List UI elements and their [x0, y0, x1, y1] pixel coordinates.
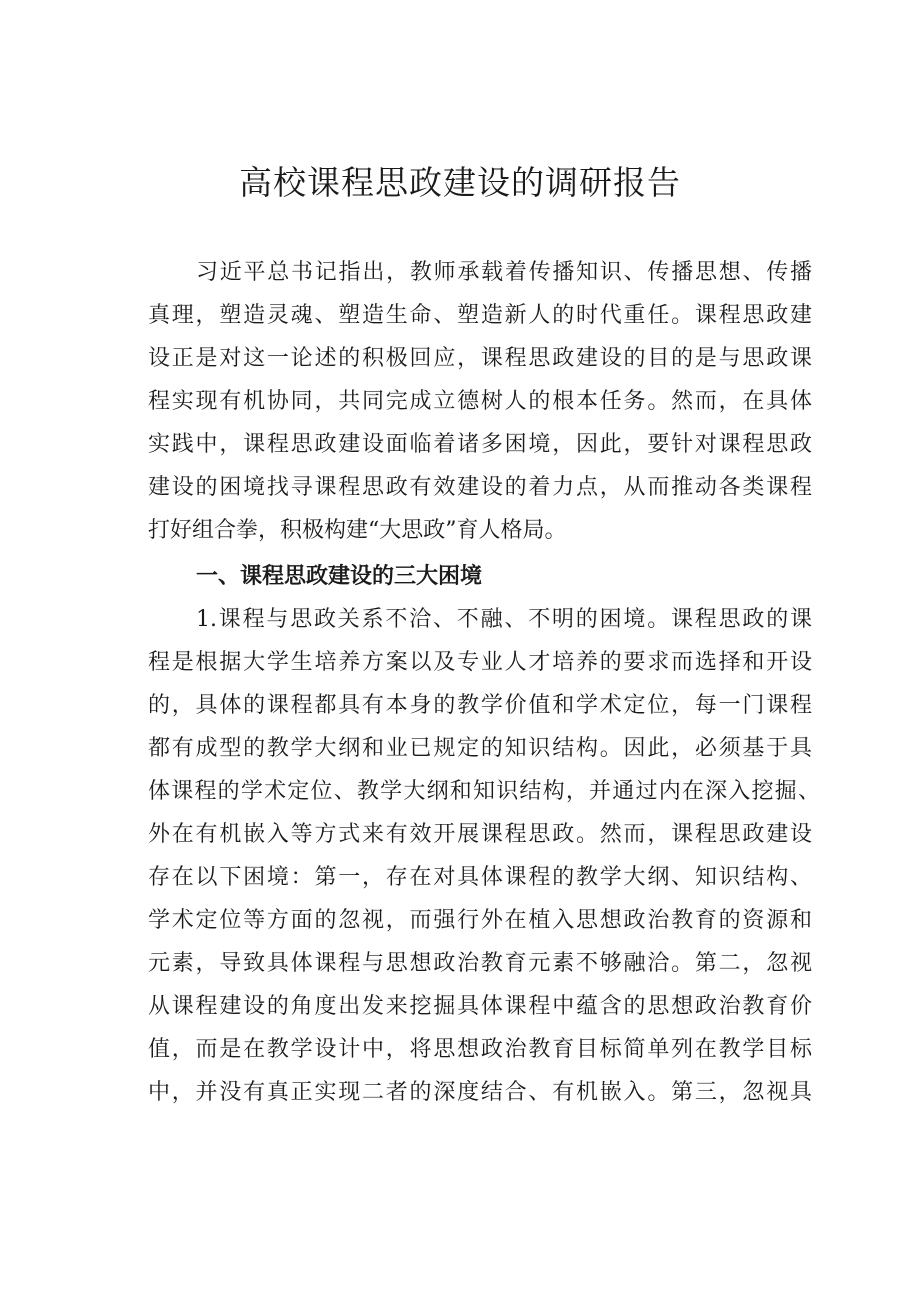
- paragraph-1-line: 程实现有机协同，共同完成立德树人的根本任务。然而，在具体: [148, 389, 812, 414]
- paragraph-1-line: 真理，塑造灵魂、塑造生命、塑造新人的时代重任。课程思政建: [148, 303, 812, 328]
- paragraph-2-line: 存在以下困境：第一，存在对具体课程的教学大纲、知识结构、: [148, 865, 812, 890]
- paragraph-1-line: 实践中，课程思政建设面临着诸多困境，因此，要针对课程思政: [148, 432, 812, 457]
- paragraph-1-line: 习近平总书记指出，教师承载着传播知识、传播思想、传播: [196, 260, 812, 285]
- paragraph-2-line: 值，而是在教学设计中，将思想政治教育目标简单列在教学目标: [148, 1037, 812, 1062]
- paragraph-2-line: 的，具体的课程都具有本身的教学价值和学术定位，每一门课程: [148, 693, 812, 718]
- paragraph-1-line: 设正是对这一论述的积极回应，课程思政建设的目的是与思政课: [148, 346, 812, 371]
- paragraph-2-line: 都有成型的教学大纲和业已规定的知识结构。因此，必须基于具: [148, 736, 812, 761]
- paragraph-2-line: 1.课程与思政关系不洽、不融、不明的困境。课程思政的课: [196, 607, 812, 632]
- paragraph-2-line: 元素，导致具体课程与思想政治教育元素不够融洽。第二，忽视: [148, 951, 812, 976]
- paragraph-1-line: 建设的困境找寻课程思政有效建设的着力点，从而推动各类课程: [148, 475, 812, 500]
- paragraph-2-line: 程是根据大学生培养方案以及专业人才培养的要求而选择和开设: [148, 650, 812, 675]
- paragraph-2-line: 从课程建设的角度出发来挖掘具体课程中蕴含的思想政治教育价: [148, 994, 812, 1019]
- paragraph-1-line: 打好组合拳，积极构建“大思政”育人格局。: [148, 518, 567, 543]
- document-title: 高校课程思政建设的调研报告: [239, 163, 681, 202]
- paragraph-2-line: 学术定位等方面的忽视，而强行外在植入思想政治教育的资源和: [148, 908, 812, 933]
- paragraph-2-line: 中，并没有真正实现二者的深度结合、有机嵌入。第三，忽视具: [148, 1080, 812, 1105]
- paragraph-2-line: 体课程的学术定位、教学大纲和知识结构，并通过内在深入挖掘、: [148, 779, 820, 804]
- section-heading: 一、课程思政建设的三大困境: [196, 564, 483, 589]
- paragraph-2-line: 外在有机嵌入等方式来有效开展课程思政。然而，课程思政建设: [148, 822, 812, 847]
